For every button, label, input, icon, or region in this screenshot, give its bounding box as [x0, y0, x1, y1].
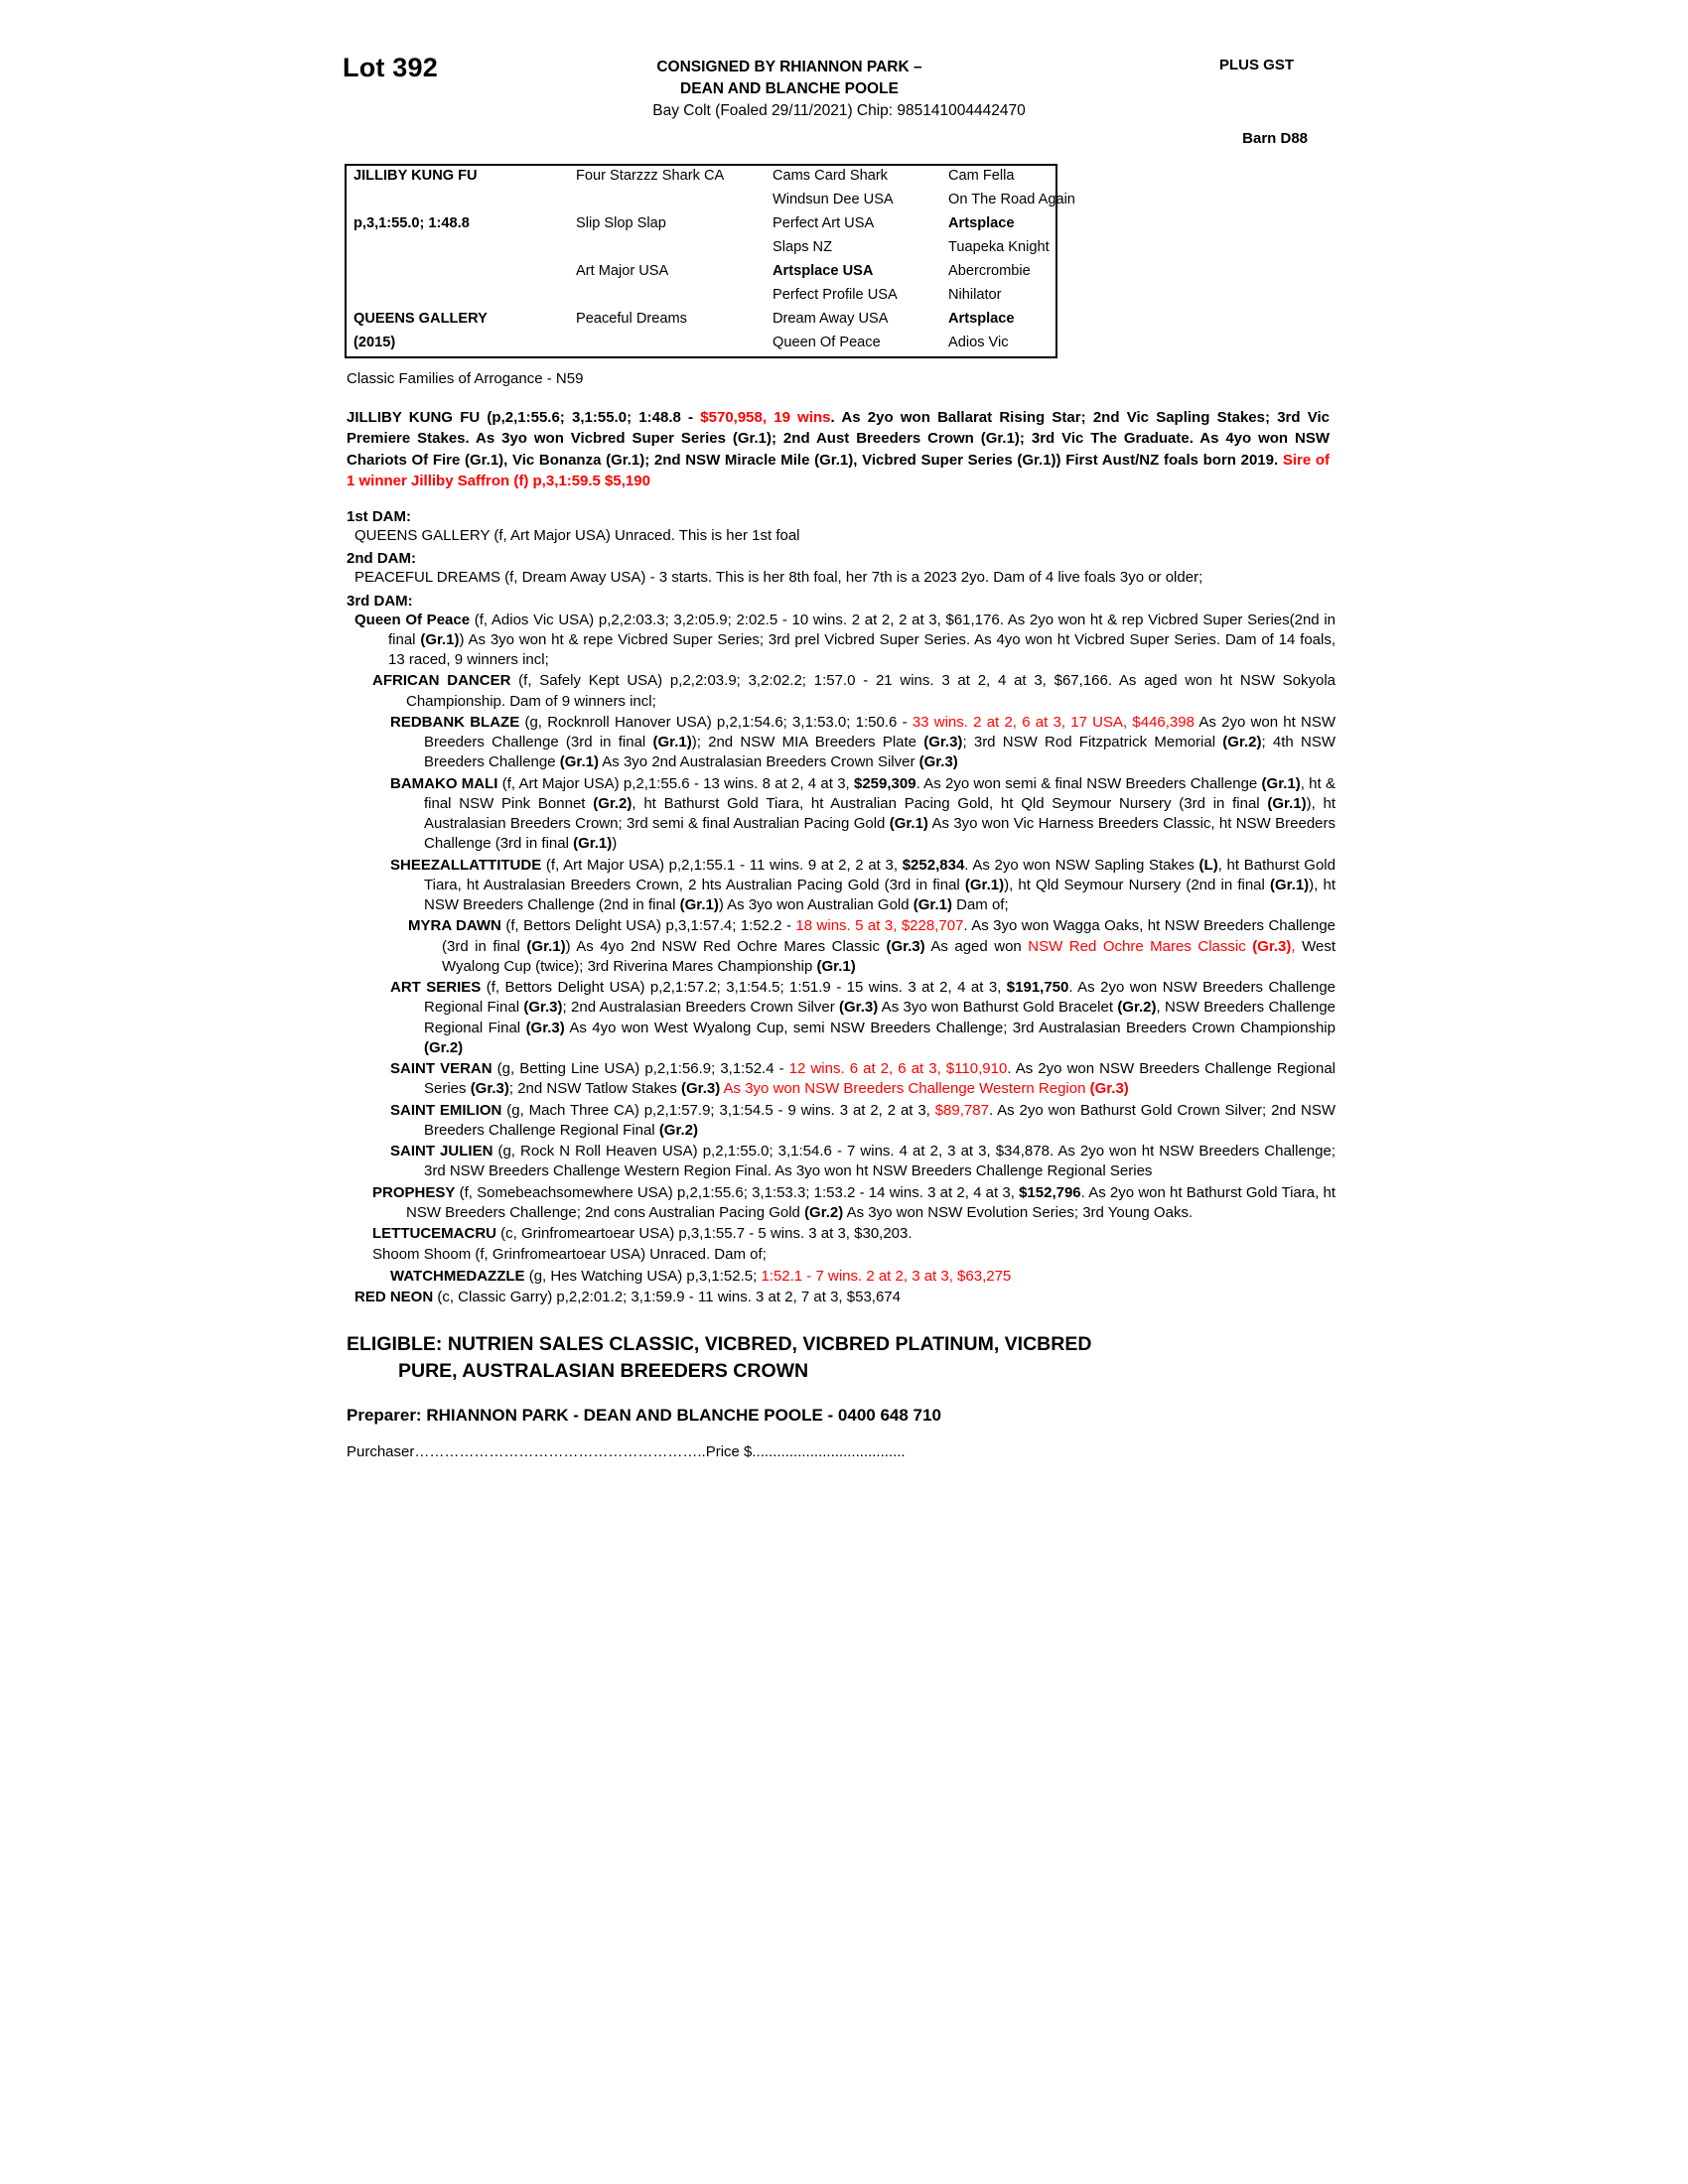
pedigree-table: [347, 166, 1107, 356]
pedigree-cell: Four Starzzz Shark CA: [576, 168, 725, 184]
barn-label: Barn D88: [1242, 130, 1308, 147]
pedigree-cell: [569, 190, 766, 213]
pedigree-cell: Cam Fella: [948, 168, 1015, 184]
eligible-block: [347, 1331, 1330, 1384]
progeny-redbank-blaze: REDBANK BLAZE (g, Rocknroll Hanover USA) p,2,1:54.6; 3,1:53.0; 1:50.6 - 33 wins. 2 at 2, 6 at 3, 17 USA, $446,398 As 2yo won ht NSW Breeders Challenge (3rd in final (Gr.1)); 2nd NSW MIA Breeders Plate (Gr.3); 3rd NSW Rod Fitzpatrick Memorial (Gr.2); 4th NSW Breeders Challenge (Gr.1) As 3yo 2nd Australasian Breeders Crown Silver (Gr.3): [390, 713, 1336, 771]
pedigree-cell: Slip Slop Slap: [576, 215, 666, 231]
progeny-shoom-shoom: Shoom Shoom (f, Grinfromeartoear USA) Unraced. Dam of;: [372, 1246, 767, 1264]
pedigree-cell: Artsplace: [948, 311, 1015, 327]
dam-year: (2015): [353, 335, 396, 350]
pedigree-cell: Queen Of Peace: [773, 335, 881, 350]
pedigree-cell: [569, 333, 766, 356]
first-dam-heading: 1st DAM:: [347, 508, 412, 526]
pedigree-cell: [569, 285, 766, 309]
pedigree-cell: Tuapeka Knight: [948, 239, 1050, 255]
purchaser-line: Purchaser…………………………………………………..Price $.....................................: [347, 1442, 906, 1460]
consignor-block: [511, 57, 1067, 101]
pedigree-cell: Perfect Art USA: [773, 215, 875, 231]
progeny-saint-veran: SAINT VERAN (g, Betting Line USA) p,2,1:56.9; 3,1:52.4 - 12 wins. 6 at 2, 6 at 3, $110,910. As 2yo won NSW Breeders Challenge Regional Series (Gr.3); 2nd NSW Tatlow Stakes (Gr.3) As 3yo won NSW Breeders Challenge Western Region (Gr.3): [390, 1060, 1336, 1098]
sire-earnings: $570,958, 19 wins: [700, 409, 831, 426]
second-dam-heading: 2nd DAM:: [347, 550, 416, 568]
progeny-red-neon: RED NEON (c, Classic Garry) p,2,2:01.2; 3,1:59.9 - 11 wins. 3 at 2, 7 at 3, $53,674: [354, 1288, 901, 1305]
pedigree-cell: Slaps NZ: [773, 239, 833, 255]
progeny-queen-of-peace: Queen Of Peace (f, Adios Vic USA) p,2,2:03.3; 3,2:05.9; 2:02.5 - 10 wins. 2 at 2, 2 at 3, $61,176. As 2yo won ht & rep Vicbred Super Series(2nd in final (Gr.1)) As 3yo won ht & repe Vicbred Super Series; 3rd prel Vicbred Super Series. As 4yo won ht Vicbred Super Series. Dam of 14 foals, 13 raced, 9 winners incl;: [354, 611, 1336, 669]
dam-year-cell: [347, 333, 569, 356]
catalogue-sheet: [343, 45, 1336, 1460]
pedigree-cell: Nihilator: [948, 287, 1002, 303]
preparer-line: Preparer: RHIANNON PARK - DEAN AND BLANCHE POOLE - 0400 648 710: [347, 1405, 941, 1425]
sire-record: p,3,1:55.0; 1:48.8: [353, 215, 470, 231]
page-header: [343, 45, 1336, 156]
progeny-myra-dawn: MYRA DAWN (f, Bettors Delight USA) p,3,1:57.4; 1:52.2 - 18 wins. 5 at 3, $228,707. As 3yo won Wagga Oaks, ht NSW Breeders Challenge (3rd in final (Gr.1)) As 4yo 2nd NSW Red Ochre Mares Classic (Gr.3) As aged won NSW Red Ochre Mares Classic (Gr.3), West Wyalong Cup (twice); 3rd Riverina Mares Championship (Gr.1): [408, 917, 1336, 975]
table-row: [347, 166, 1107, 190]
pedigree-cell: Artsplace USA: [773, 263, 874, 279]
pedigree-cell: Art Major USA: [576, 263, 669, 279]
consignor-line-1: CONSIGNED BY RHIANNON PARK –: [656, 59, 922, 75]
dam-name-cell: [347, 309, 569, 333]
lot-number: Lot 392: [343, 53, 438, 82]
eligible-line-2: PURE, AUSTRALASIAN BREEDERS CROWN: [398, 1359, 809, 1382]
pedigree-cell: Abercrombie: [948, 263, 1031, 279]
progeny-sheezallattitude: SHEEZALLATTITUDE (f, Art Major USA) p,2,1:55.1 - 11 wins. 9 at 2, 2 at 3, $252,834. As 2yo won NSW Sapling Stakes (L), ht Bathurst Gold Tiara, ht Australasian Breeders Crown, 2 hts Australian Pacing Gold (3rd in final (Gr.1)), ht Qld Seymour Nursery (2nd in final (Gr.1)), ht NSW Breeders Challenge (2nd in final (Gr.1)) As 3yo won Australian Gold (Gr.1) Dam of;: [390, 856, 1336, 914]
pedigree-cell: [569, 237, 766, 261]
pedigree-cell: Cams Card Shark: [773, 168, 888, 184]
progeny-bamako-mali: BAMAKO MALI (f, Art Major USA) p,2,1:55.6 - 13 wins. 8 at 2, 4 at 3, $259,309. As 2yo won semi & final NSW Breeders Challenge (Gr.1), ht & final NSW Pink Bonnet (Gr.2), ht Bathurst Gold Tiara, ht Australian Pacing Gold, ht Qld Seymour Nursery (3rd in final (Gr.1)), ht Australasian Breeders Crown; 3rd semi & final Australian Pacing Gold (Gr.1) As 3yo won Vic Harness Breeders Classic, ht NSW Breeders Challenge (3rd in final (Gr.1)): [390, 774, 1336, 853]
pedigree-cell: Peaceful Dreams: [576, 311, 687, 327]
progeny-saint-julien: SAINT JULIEN (g, Rock N Roll Heaven USA) p,2,1:55.0; 3,1:54.6 - 7 wins. 4 at 2, 3 at 3, $34,878. As 2yo won ht NSW Breeders Challenge; 3rd NSW Breeders Challenge Western Region Final. As 3yo won ht NSW Breeders Challenge Regional Series: [390, 1143, 1336, 1180]
sire-of-winner-note: Sire of 1 winner Jilliby Saffron (f) p,3,1:59.5 $5,190: [347, 451, 1330, 489]
foaling-details: Bay Colt (Foaled 29/11/2021) Chip: 985141004442470: [652, 102, 1026, 119]
table-row: [347, 333, 1107, 356]
table-row: [347, 309, 1107, 333]
dam-name: QUEENS GALLERY: [353, 311, 488, 327]
pedigree-cell: Dream Away USA: [773, 311, 889, 327]
progeny-lettucemacru: LETTUCEMACRU (c, Grinfromeartoear USA) p,3,1:55.7 - 5 wins. 3 at 3, $30,203.: [372, 1225, 913, 1243]
pedigree-cell: On The Road Again: [948, 192, 1075, 207]
pedigree-table-border: [345, 164, 1075, 358]
sire-name: JILLIBY KUNG FU: [353, 168, 478, 184]
progeny-art-series: ART SERIES (f, Bettors Delight USA) p,2,1:57.2; 3,1:54.5; 1:51.9 - 15 wins. 3 at 2, 4 at 3, $191,750. As 2yo won NSW Breeders Challenge Regional Final (Gr.3); 2nd Australasian Breeders Crown Silver (Gr.3) As 3yo won Bathurst Gold Bracelet (Gr.2), NSW Breeders Challenge Regional Final (Gr.3) As 4yo won West Wyalong Cup, semi NSW Breeders Challenge; 3rd Australasian Breeders Crown Championship (Gr.2): [390, 979, 1336, 1056]
sire-record-cell: [347, 213, 569, 261]
table-row: [347, 261, 1107, 285]
pedigree-cell: Artsplace: [948, 215, 1015, 231]
sire-performance-block: JILLIBY KUNG FU (p,2,1:55.6; 3,1:55.0; 1:48.8 - $570,958, 19 wins. As 2yo won Ballarat Rising Star; 2nd Vic Sapling Stakes; 3rd Vic Premiere Stakes. As 3yo won Vicbred Super Series (Gr.1); 2nd Aust Breeders Crown (Gr.1); 3rd Vic The Graduate. As 4yo won NSW Chariots Of Fire (Gr.1), Vic Bonanza (Gr.1); 2nd NSW Miracle Mile (Gr.1), Vicbred Super Series (Gr.1)) First Aust/NZ foals born 2019. Sire of 1 winner Jilliby Saffron (f) p,3,1:59.5 $5,190: [347, 409, 1331, 489]
first-dam-text: QUEENS GALLERY (f, Art Major USA) Unraced. This is her 1st foal: [354, 527, 800, 545]
second-dam-text: PEACEFUL DREAMS (f, Dream Away USA) - 3 starts. This is her 8th foal, her 7th is a 2023 2yo. Dam of 4 live foals 3yo or older;: [354, 569, 1203, 587]
plus-gst-label: PLUS GST: [1218, 57, 1294, 73]
consignor-line-2: DEAN AND BLANCHE POOLE: [680, 80, 899, 98]
sire-name-cell: [347, 166, 569, 213]
third-dam-heading: 3rd DAM:: [347, 592, 413, 610]
progeny-watchmedazzle: WATCHMEDAZZLE (g, Hes Watching USA) p,3,1:52.5; 1:52.1 - 7 wins. 2 at 2, 3 at 3, $63,275: [390, 1267, 1012, 1285]
pedigree-cell: Windsun Dee USA: [773, 192, 894, 207]
classic-families-line: Classic Families of Arrogance - N59: [347, 370, 584, 387]
table-row: [347, 213, 1107, 237]
progeny-prophesy: PROPHESY (f, Somebeachsomewhere USA) p,2,1:55.6; 3,1:53.3; 1:53.2 - 14 wins. 3 at 2, 4 at 3, $152,796. As 2yo won ht Bathurst Gold Tiara, ht NSW Breeders Challenge; 2nd cons Australian Pacing Gold (Gr.2) As 3yo won NSW Evolution Series; 3rd Young Oaks.: [372, 1183, 1336, 1221]
progeny-saint-emilion: SAINT EMILION (g, Mach Three CA) p,2,1:57.9; 3,1:54.5 - 9 wins. 3 at 2, 2 at 3, $89,787. As 2yo won Bathurst Gold Crown Silver; 2nd NSW Breeders Challenge Regional Final (Gr.2): [390, 1101, 1336, 1139]
progeny-african-dancer: AFRICAN DANCER (f, Safely Kept USA) p,2,2:03.9; 3,2:02.2; 1:57.0 - 21 wins. 3 at 2, 4 at 3, $67,166. As aged won ht NSW Sokyola Championship. Dam of 9 winners incl;: [372, 672, 1336, 710]
pedigree-cell: Adios Vic: [948, 335, 1009, 350]
pedigree-cell: Perfect Profile USA: [773, 287, 898, 303]
eligible-line-1: ELIGIBLE: NUTRIEN SALES CLASSIC, VICBRED, VICBRED PLATINUM, VICBRED: [347, 1333, 1092, 1356]
spacer-cell: [347, 261, 569, 309]
